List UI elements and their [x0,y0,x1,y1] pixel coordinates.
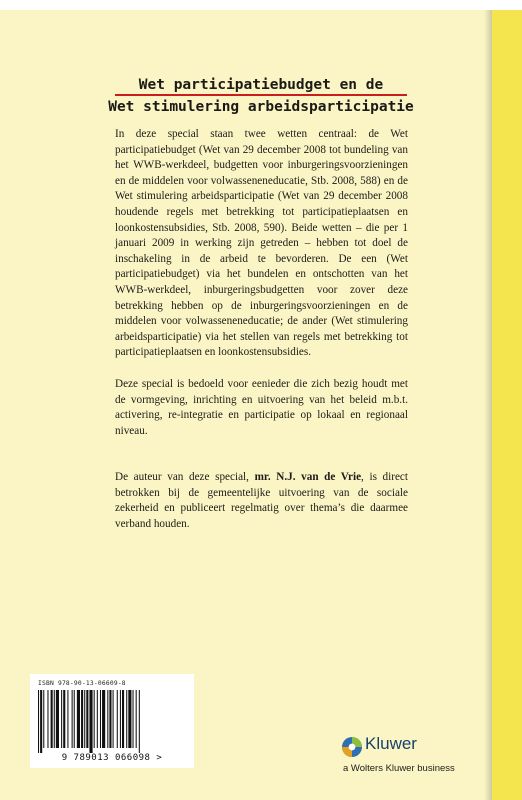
author-name: mr. N.J. van de Vrie [254,471,362,483]
back-cover [0,10,522,800]
author-text-after: , is direct betrokken bij de gemeentelijke uitvoering van de sociale zekerheid en publiceert regelmatig over thema’s die daarmee verband houden. [115,471,408,530]
heading-line-1: Wet participatiebudget en de [138,77,384,93]
paragraph-intro: In deze special staan twee wetten centraal: de Wet participatiebudget (Wet van 29 december 2008 tot bundeling van het WWB-werkdeel, budgetten voor inburgeringsvoorzieningen en de middelen voor volwasseneneducatie, Stb. 2008, 588) en de Wet stimulering arbeidsparticipatie (Wet van 29 december 2008 houdende regels met betrekking tot participatieplaatsen en loonkostensubsidies, Stb. 2008, 590). Beide wetten – die per 1 januari 2009 in werking zijn getreden – hebben tot doel de inschakeling in de arbeid te bevorderen. De een (Wet participatiebudget) via het bundelen en ontschotten van het WWB-werkdeel, inburgeringsbudgetten voor zover deze betrekking hebben op de inburgeringsvoorzieningen en de middelen voor volwasseneneducatie; de ander (Wet stimulering arbeidsparticipatie) via het stellen van regels met betrekking tot participatieplaatsen en loonkostensubsidies. [115,128,408,359]
paragraph-author [115,470,408,532]
barcode-bars [38,690,184,753]
spine-shadow [484,10,492,800]
paragraph-audience: Deze special is bedoeld voor eenieder die zich bezig houdt met de vormgeving, inrichting en uitvoering van het beleid m.b.t. activering, re-integratie en participatie op lokaal en regionaal niveau. [115,378,408,437]
top-border [0,0,522,10]
kluwer-globe-logo-icon [341,736,363,758]
publisher-tagline: a Wolters Kluwer business [343,763,455,774]
publisher-name: Kluwer [365,734,417,753]
heading-line-2: Wet stimulering arbeidsparticipatie [108,99,414,115]
spine-yellow-bar [492,10,522,800]
isbn-label: ISBN 978-90-13-06609-8 [38,680,126,687]
barcode-digits: 9 789013 066098 > [61,753,163,763]
heading-divider [115,94,407,96]
author-text-before: De auteur van deze special, [115,471,255,483]
barcode-panel [30,674,194,768]
